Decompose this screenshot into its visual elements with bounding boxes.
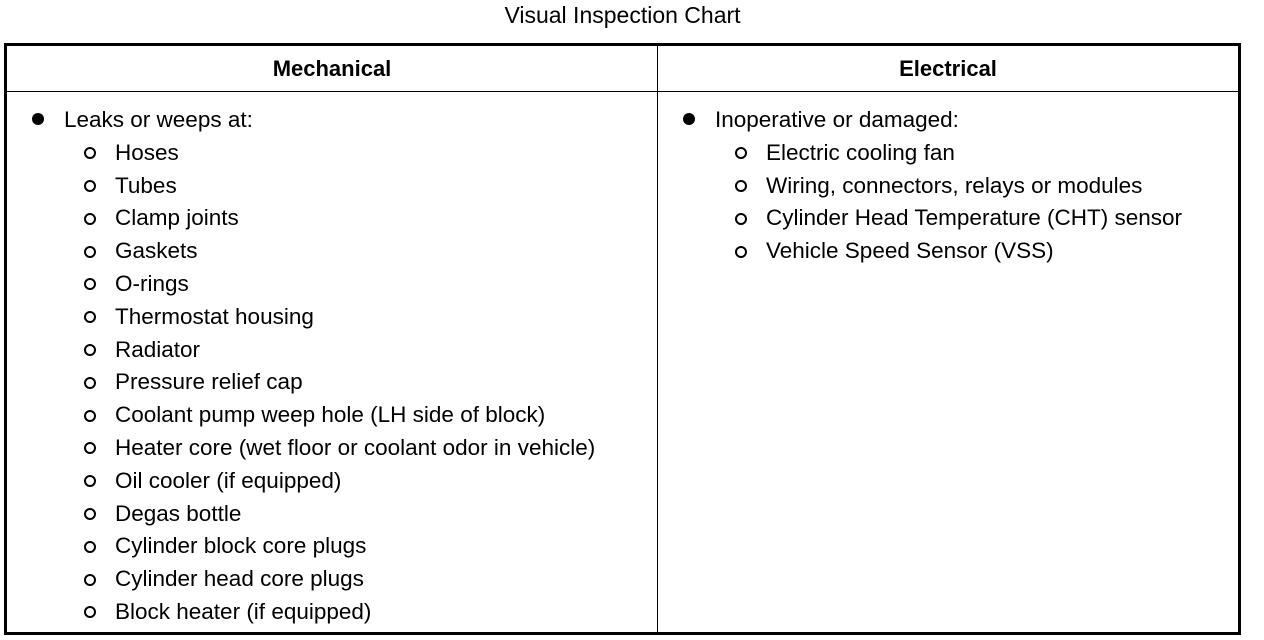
ring-bullet-icon <box>84 377 96 389</box>
list-item <box>7 366 657 399</box>
electrical-list <box>658 92 1238 268</box>
inspection-table <box>4 43 1241 635</box>
item-text: Thermostat housing <box>115 303 314 329</box>
item-text: Wiring, connectors, relays or modules <box>766 172 1143 198</box>
ring-bullet-icon <box>735 213 747 225</box>
list-item <box>658 170 1238 203</box>
item-text: Electric cooling fan <box>766 139 955 165</box>
item-text: Pressure relief cap <box>115 369 303 395</box>
ring-bullet-icon <box>84 442 96 454</box>
item-text: Oil cooler (if equipped) <box>115 467 342 493</box>
item-text: Coolant pump weep hole (LH side of block) <box>115 402 546 428</box>
column-header-mechanical: Mechanical <box>7 46 657 92</box>
ring-bullet-icon <box>84 475 96 487</box>
ring-bullet-icon <box>84 246 96 258</box>
item-text: Cylinder block core plugs <box>115 533 367 559</box>
list-item <box>7 170 657 203</box>
ring-bullet-icon <box>735 147 747 159</box>
list-item <box>7 137 657 170</box>
list-item <box>7 202 657 235</box>
ring-bullet-icon <box>84 213 96 225</box>
list-lead <box>7 104 657 137</box>
chart-title: Visual Inspection Chart <box>504 2 741 28</box>
electrical-column <box>658 46 1238 632</box>
ring-bullet-icon <box>84 147 96 159</box>
item-text: Vehicle Speed Sensor (VSS) <box>766 238 1054 264</box>
list-item <box>7 563 657 596</box>
item-text: Heater core (wet floor or coolant odor in vehicle) <box>115 434 596 460</box>
ring-bullet-icon <box>84 508 96 520</box>
item-text: Cylinder head core plugs <box>115 566 364 592</box>
list-item <box>7 465 657 498</box>
item-text: Degas bottle <box>115 500 242 526</box>
lead-text: Leaks or weeps at: <box>64 107 253 132</box>
mechanical-list <box>7 92 657 629</box>
item-text: Hoses <box>115 139 179 165</box>
list-item <box>7 399 657 432</box>
bullet-icon <box>32 113 44 125</box>
ring-bullet-icon <box>84 606 96 618</box>
list-item <box>7 301 657 334</box>
ring-bullet-icon <box>84 574 96 586</box>
bullet-icon <box>683 113 695 125</box>
list-item <box>658 235 1238 268</box>
item-text: Radiator <box>115 336 201 362</box>
list-item <box>7 432 657 465</box>
list-lead <box>658 104 1238 137</box>
item-text: Block heater (if equipped) <box>115 598 372 624</box>
ring-bullet-icon <box>84 278 96 290</box>
item-text: Clamp joints <box>115 205 239 231</box>
item-text: Tubes <box>115 172 177 198</box>
list-item <box>658 202 1238 235</box>
ring-bullet-icon <box>735 180 747 192</box>
list-item <box>7 530 657 563</box>
list-item <box>7 235 657 268</box>
ring-bullet-icon <box>735 246 747 258</box>
list-item <box>658 137 1238 170</box>
item-text: Cylinder Head Temperature (CHT) sensor <box>766 205 1182 231</box>
list-item <box>7 498 657 531</box>
ring-bullet-icon <box>84 311 96 323</box>
ring-bullet-icon <box>84 180 96 192</box>
item-text: O-rings <box>115 270 189 296</box>
lead-text: Inoperative or damaged: <box>715 107 959 132</box>
ring-bullet-icon <box>84 541 96 553</box>
column-header-electrical: Electrical <box>658 46 1238 92</box>
list-item <box>7 268 657 301</box>
ring-bullet-icon <box>84 410 96 422</box>
list-item <box>7 596 657 629</box>
ring-bullet-icon <box>84 344 96 356</box>
item-text: Gaskets <box>115 238 198 264</box>
mechanical-column <box>7 46 658 632</box>
list-item <box>7 334 657 367</box>
